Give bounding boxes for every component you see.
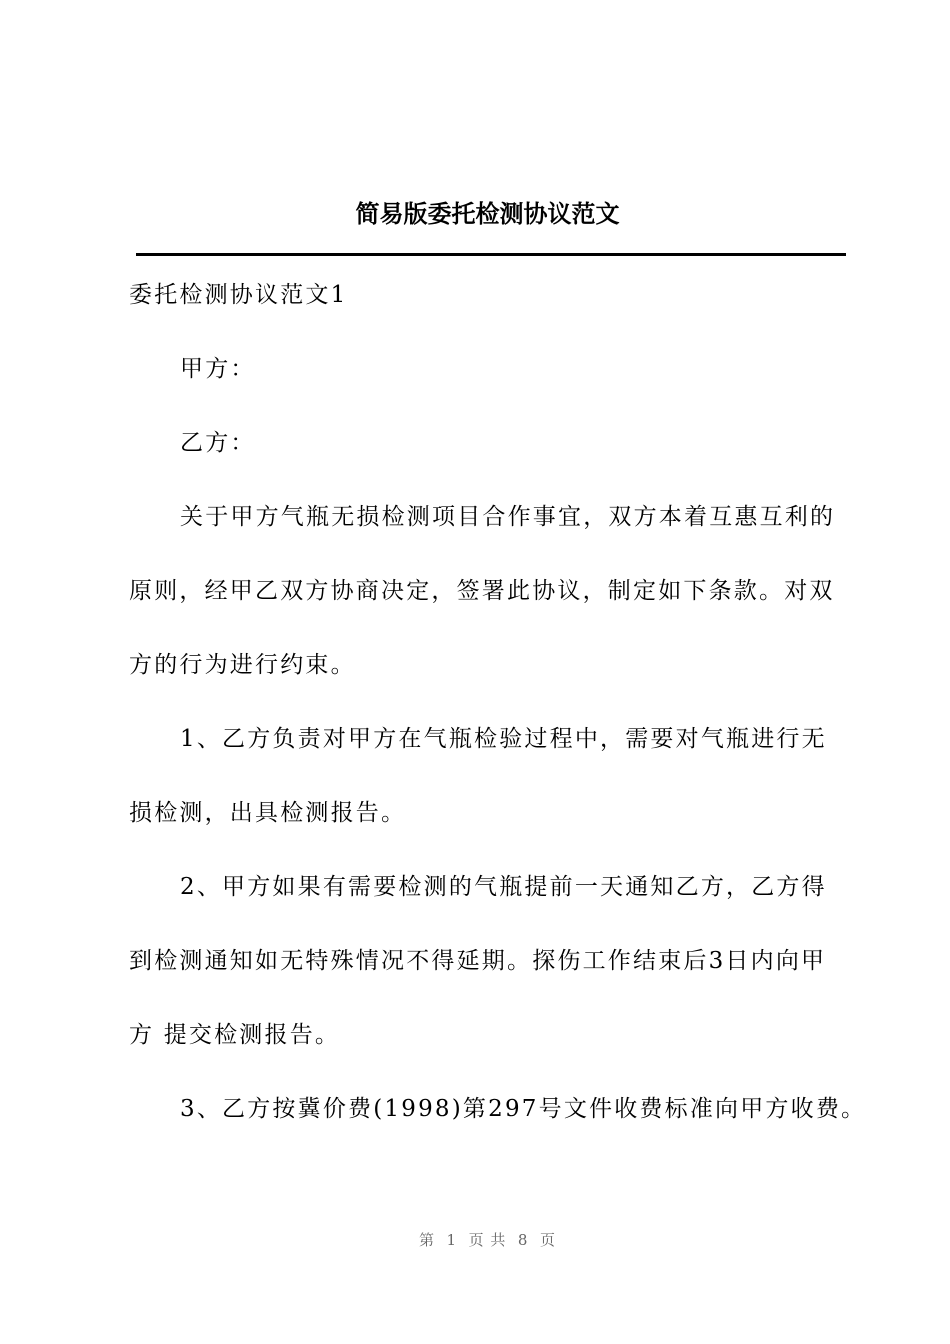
clause-3-line: 3、乙方按冀价费(1998)第297号文件收费标准向甲方收费。 [180,1096,867,1122]
party-b-line: 乙方： [180,430,256,456]
paragraph-line: 方的行为进行约束。 [129,652,356,678]
page-number-footer: 第 1 页 共 8 页 [419,1231,556,1249]
paragraph-line: 原则，经甲乙双方协商决定，签署此协议，制定如下条款。对双 [129,578,835,604]
clause-2-line: 到检测通知如无特殊情况不得延期。探伤工作结束后3日内向甲 [129,948,827,974]
clause-1-line: 1、乙方负责对甲方在气瓶检验过程中，需要对气瓶进行无 [180,726,827,752]
document-title: 简易版委托检测协议范文 [355,199,620,228]
clause-1-line: 损检测，出具检测报告。 [129,800,407,826]
party-a-line: 甲方： [180,356,256,382]
paragraph-line: 关于甲方气瓶无损检测项目合作事宜，双方本着互惠互利的 [180,504,836,530]
section-heading: 委托检测协议范文1 [129,282,348,308]
clause-2-line: 2、甲方如果有需要检测的气瓶提前一天通知乙方，乙方得 [180,874,827,900]
document-body [129,274,867,1162]
clause-2-line: 方 提交检测报告。 [129,1022,341,1048]
title-underline [136,253,846,256]
